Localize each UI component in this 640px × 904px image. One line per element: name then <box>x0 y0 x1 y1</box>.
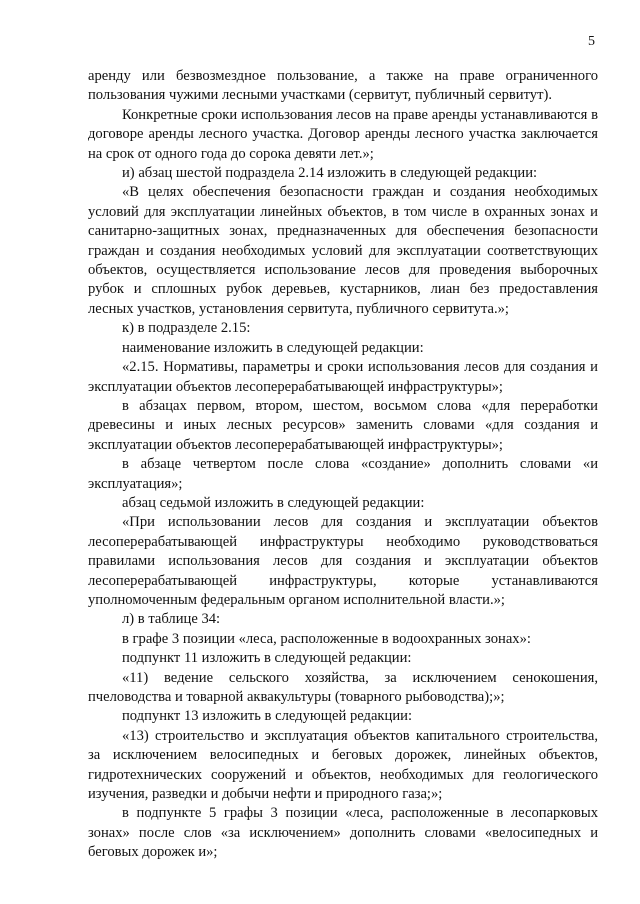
paragraph: к) в подразделе 2.15: <box>122 320 251 337</box>
paragraph: в графе 3 позиции «леса, расположенные в водоохранных зонах»: <box>122 630 531 647</box>
paragraph: и) абзац шестой подраздела 2.14 изложить в следующей редакции: <box>122 165 538 182</box>
paragraph: наименование изложить в следующей редакции: <box>122 339 424 356</box>
paragraph: абзац седьмой изложить в следующей редакции: <box>122 494 425 511</box>
page-number: 5 <box>588 34 595 49</box>
paragraph: аренду или безвозмездное пользование, а также на праве ограниченного пользования чужими лесными участками (сервитут, публичный сервитут). <box>88 68 598 104</box>
paragraph: «В целях обеспечения безопасности граждан и создания необходимых условий для эксплуатации линейных объектов, в том числе в охранных зонах и санитарно-защитных зонах, предназначенных для обеспечения безопасности граждан и создания необходимых условий для эксплуатации соответствующих объектов, осуществляется использование лесов для проведения выборочных рубок и сплошных рубок деревьев, кустарников, лиан без предоставления лесных участков, установления сервитута, публичного сервитута.»; <box>88 184 598 317</box>
paragraph: в абзацах первом, втором, шестом, восьмом слова «для переработки древесины и иных лесных ресурсов» заменить словами «для создания и эксплуатации объектов лесоперерабатывающей инфраструктуры»; <box>88 397 598 453</box>
paragraph: в подпункте 5 графы 3 позиции «леса, расположенные в лесопарковых зонах» после слов «за исключением» дополнить словами «велосипедных и беговых дорожек и»; <box>88 805 598 861</box>
paragraph: «2.15. Нормативы, параметры и сроки использования лесов для создания и эксплуатации объектов лесоперерабатывающей инфраструктуры»; <box>88 359 598 395</box>
paragraph: л) в таблице 34: <box>122 611 221 628</box>
paragraph: в абзаце четвертом после слова «создание» дополнить словами «и эксплуатация»; <box>88 456 598 492</box>
paragraph: «11) ведение сельского хозяйства, за исключением сенокошения, пчеловодства и товарной аквакультуры (товарного рыбоводства);»; <box>88 669 598 705</box>
paragraph: подпункт 11 изложить в следующей редакции: <box>122 650 412 667</box>
document-body <box>88 67 598 863</box>
paragraph: Конкретные сроки использования лесов на праве аренды устанавливаются в договоре аренды лесного участка. Договор аренды лесного участка заключается на срок от одного года до сорока девяти лет.»; <box>88 106 598 162</box>
paragraph: «При использовании лесов для создания и эксплуатации объектов лесоперерабатывающей инфраструктуры необходимо руководствоваться правилами использования лесов для создания и эксплуатации объектов лесоперерабатывающей инфраструктуры, которые устанавливаются уполномоченным федеральным органом исполнительной власти.»; <box>88 514 598 608</box>
paragraph: подпункт 13 изложить в следующей редакции: <box>122 708 413 725</box>
paragraph: «13) строительство и эксплуатация объектов капитального строительства, за исключением велосипедных и беговых дорожек, линейных объектов, гидротехнических сооружений и объектов, необходимых для геологического изучения, разведки и добычи нефти и природного газа;»; <box>88 727 598 803</box>
